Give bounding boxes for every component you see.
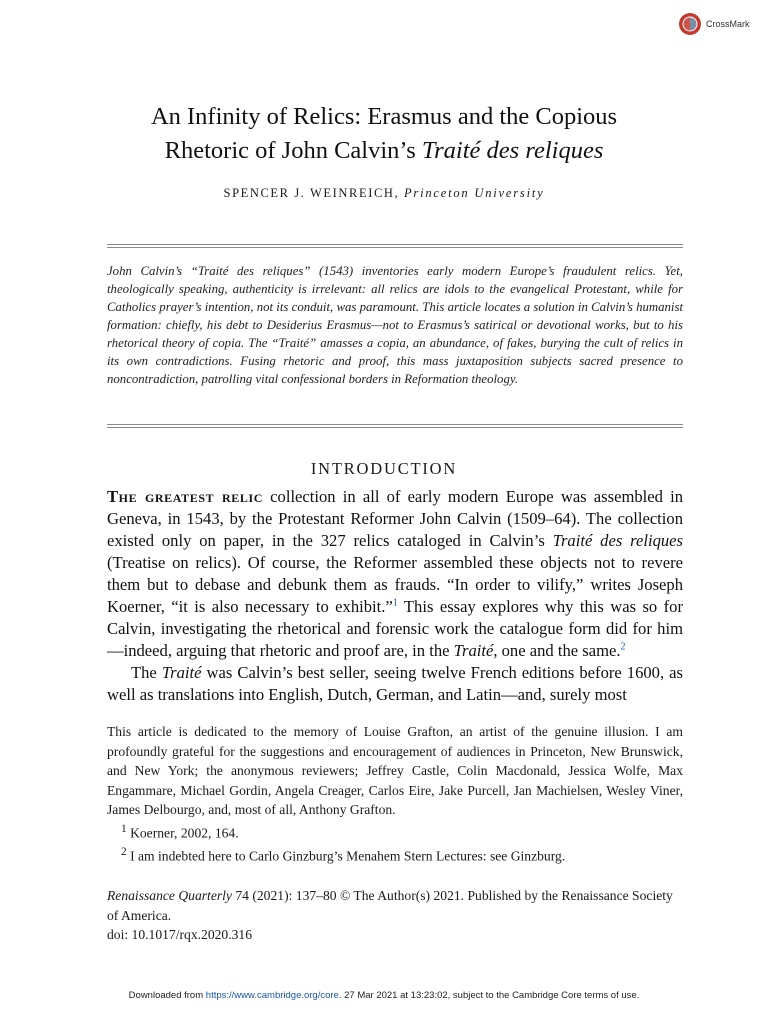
p2-italic-traite: Traité — [161, 663, 202, 682]
article-title — [0, 100, 768, 168]
author-affiliation: Princeton University — [403, 186, 545, 200]
p1-text-d: , one and the same. — [493, 641, 621, 660]
p1-text-a: collection in all of early modern Europe was assembled in Geneva, in 1543, by the Protestant Reformer John Calvin (1509–64). The collection existed only on paper, in the 327 relics cataloged in Calvin’s — [107, 487, 683, 550]
download-suffix: . 27 Mar 2021 at 13:23:02, subject to the Cambridge Core terms of use. — [338, 990, 640, 1001]
p1-italic-traite: Traité — [453, 641, 494, 660]
journal-name: Renaissance Quarterly — [107, 888, 232, 903]
download-link[interactable]: https://www.cambridge.org/core — [205, 990, 339, 1001]
crossmark-icon — [678, 12, 702, 36]
abstract-top-rule — [107, 244, 683, 248]
footnote-ref-1[interactable]: 1 — [392, 597, 398, 609]
crossmark-badge[interactable] — [678, 12, 750, 36]
footnote-1 — [107, 820, 683, 843]
title-italic-work: Traité des reliques — [421, 137, 604, 164]
title-line-1: An Infinity of Relics: Erasmus and the Copious — [150, 103, 618, 130]
title-line-2-text: Rhetoric of John Calvin’s — [164, 137, 422, 164]
abstract-bottom-rule — [107, 424, 683, 428]
lead-in: The greatest relic — [107, 487, 264, 506]
author-name: SPENCER J. WEINREICH — [223, 186, 395, 200]
dedication-note: This article is dedicated to the memory of Louise Grafton, an artist of the genuine illusion. I am profoundly grateful for the suggestions and encouragement of audiences in Princeton, New Brunswick, and New York; the anonymous reviewers; Jeffrey Castle, Colin Macdonald, Jessica Wolfe, Max Engammare, Michael Gordin, Angela Creager, Carlos Eire, Jake Purcell, Jan Machielsen, Wesley Viner, James Delbourgo, and, most of all, Anthony Grafton. — [107, 724, 683, 817]
author-separator: , — [394, 186, 404, 200]
p1-italic-title: Traité des reliques — [552, 531, 683, 550]
footnote-2-number: 2 — [121, 845, 127, 858]
footnote-ref-2[interactable]: 2 — [620, 641, 626, 653]
download-notice — [0, 990, 768, 1001]
p2-text-a: The — [131, 663, 162, 682]
footnote-1-text: Koerner, 2002, 164. — [126, 825, 239, 841]
footnote-1-number: 1 — [121, 822, 127, 835]
p2-text-b: was Calvin’s best seller, seeing twelve French editions before 1600, as well as translations into English, Dutch, German, and Latin—and, surely most — [107, 663, 683, 704]
download-prefix: Downloaded from — [128, 990, 206, 1001]
title-line-2 — [0, 134, 768, 168]
abstract: John Calvin’s “Traité des reliques” (1543) inventories early modern Europe’s fraudulent relics. Yet, theologically speaking, authenticity is irrelevant: all relics are idols to the evangelical Protestant, while for Catholics prayer’s intention, not its conduit, was paramount. This article locates a solution in Calvin’s humanist formation: chiefly, his debt to Desiderius Erasmus—not to Erasmus’s satirical or devotional works, but to his rhetorical theory of copia. The “Traité” amasses a copia, an abundance, of fakes, burying the cult of relics in its own contradictions. Fusing rhetoric and proof, this mass juxtaposition subjects sacred presence to noncontradiction, patrolling vital confessional borders in Reformation theology. — [107, 264, 683, 386]
p1-text-c: This essay explores why this was so for Calvin, investigating the rhetorical and forensic work the catalogue form did for him—indeed, arguing that rhetoric and proof are, in the — [107, 597, 683, 660]
crossmark-label: CrossMark — [706, 19, 750, 29]
footnote-2 — [107, 843, 683, 866]
citation-details: 74 (2021): 137–80 © The Author(s) 2021. Published by the Renaissance Society of America. — [107, 888, 673, 923]
doi: doi: 10.1017/rqx.2020.316 — [107, 927, 252, 942]
body-text — [107, 486, 683, 706]
paragraph-2 — [107, 662, 683, 706]
author-line — [0, 186, 768, 201]
citation-line — [107, 886, 683, 925]
citation-block — [107, 886, 683, 945]
paragraph-1 — [107, 486, 683, 662]
footnote-2-text: I am indebted here to Carlo Ginzburg’s Menahem Stern Lectures: see Ginzburg. — [126, 848, 566, 864]
p1-text-b: (Treatise on relics). Of course, the Reformer assembled these objects not to revere them but to debase and debunk them as frauds. “In order to vilify,” writes Joseph Koerner, “it is also necessary to exhibit.” — [107, 553, 683, 616]
footnotes — [107, 722, 683, 866]
section-heading: INTRODUCTION — [310, 459, 458, 478]
